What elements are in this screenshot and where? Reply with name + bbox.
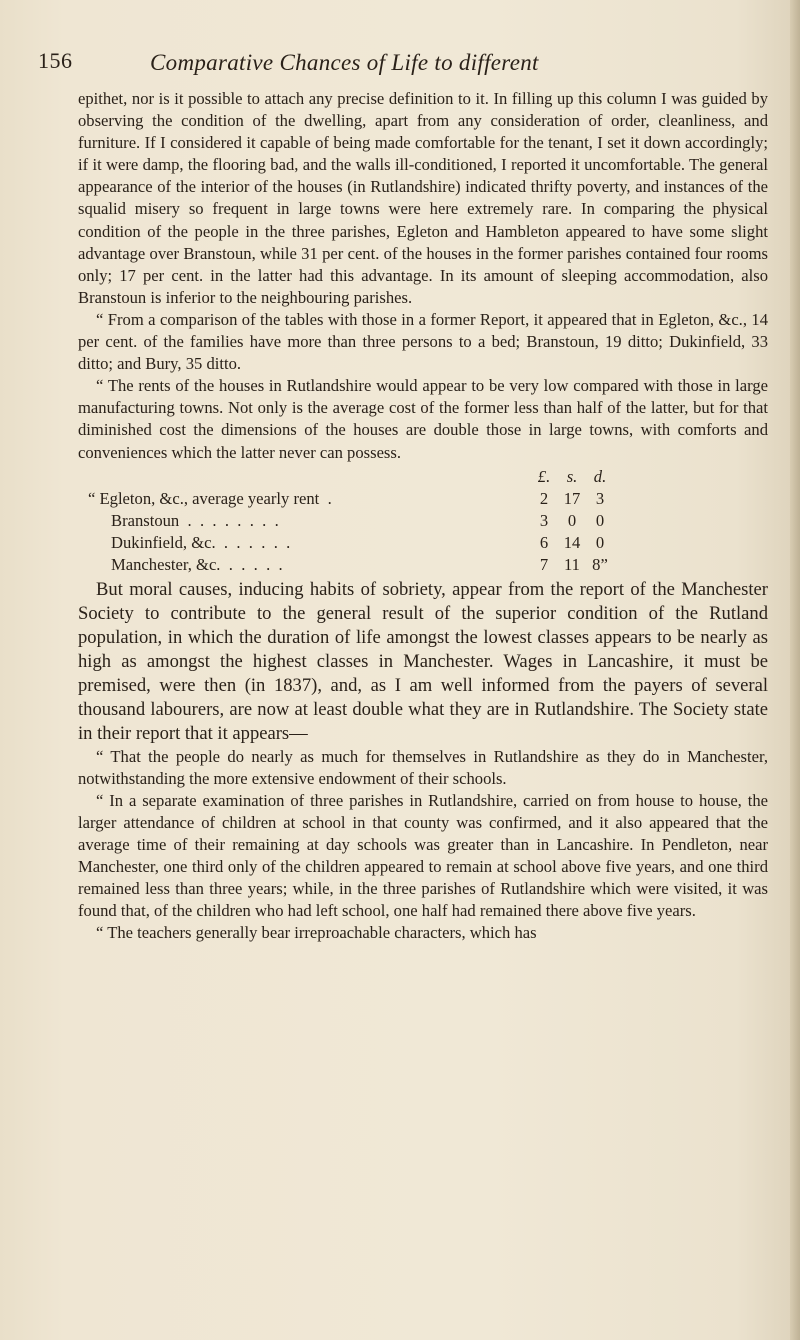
row-pounds: 7 [539,554,549,574]
row-shillings: 17 [563,488,581,508]
row-place: “ Egleton, &c., average yearly rent . [88,488,332,508]
row-pence: 8” [592,554,608,574]
paragraph: “ The rents of the houses in Rutlandshire would appear to be very low compared with those in large manufacturing towns. Not only is the average cost of the former less than half of the latter, but for that diminished cost the dimensions of the houses are double those in large towns, with comforts and conveniences which the latter never can possess. [78,376,768,462]
rent-table-header [78,466,768,488]
rent-table-row [78,510,768,532]
running-head: Comparative Chances of Life to different [150,50,539,75]
rent-table-row [78,554,768,576]
row-place: Branstoun . . . . . . . . [111,510,279,530]
header-shillings: s. [566,466,578,486]
row-shillings: 14 [563,532,581,552]
row-pence: 0 [595,510,605,530]
rent-table-row [78,532,768,554]
rent-table [78,466,768,576]
header-pence: d. [593,466,607,486]
body-text [78,88,768,944]
row-pence: 0 [595,532,605,552]
paragraph: “ That the people do nearly as much for themselves in Rutlandshire as they do in Manchester, notwithstanding the more extensive endowment of their schools. [78,746,768,788]
paragraph: “ From a comparison of the tables with those in a former Report, it appeared that in Egleton, &c., 14 per cent. of the families have more than three persons to a bed; Branstoun, 19 ditto; Dukinfield, 33 ditto; and Bury, 35 ditto. [78,309,768,374]
paragraph: epithet, nor is it possible to attach any precise definition to it. In filling up this column I was guided by observing the condition of the dwelling, apart from any consideration of order, cleanliness, and furniture. If I considered it capable of being made comfortable for the tenant, I set it down accordingly; if it were damp, the flooring bad, and the walls ill-conditioned, I reported it uncomfortable. The general appearance of the interior of the houses (in Rutlandshire) indicated thrifty poverty, and instances of the squalid misery so frequent in large towns were here extremely rare. In comparing the physical condition of the people in the three parishes, Egleton and Hambleton appeared to have some slight advantage over Branstoun, while 31 per cent. of the houses in the former parishes contained four rooms only; 17 per cent. in the latter had this advantage. In its amount of sleeping accommodation, also Branstoun is inferior to the neighbouring parishes. [78,89,768,307]
page-number: 156 [38,48,73,73]
row-place: Dukinfield, &c. . . . . . . [111,532,291,552]
row-pounds: 2 [539,488,549,508]
rent-table-row [78,488,768,510]
row-place: Manchester, &c. . . . . . [111,554,283,574]
row-pence: 3 [595,488,605,508]
row-pounds: 6 [539,532,549,552]
row-pounds: 3 [539,510,549,530]
row-shillings: 0 [567,510,577,530]
page-edge [790,0,800,1340]
row-shillings: 11 [564,554,580,574]
paragraph: “ The teachers generally bear irreproachable characters, which has [96,923,537,943]
paragraph: “ In a separate examination of three parishes in Rutlandshire, carried on from house to house, the larger attendance of children at school in that county was confirmed, and it also appeared that the average time of their remaining at day schools was greater than in Lancashire. In Pendleton, near Manchester, one third only of the children appeared to remain at school above five years, and one third remained less than three years; while, in the three parishes of Rutlandshire which were visited, it was found that, of the children who had left school, one half had remained there above five years. [78,790,768,921]
page-header [38,48,758,82]
paragraph: But moral causes, inducing habits of sobriety, appear from the report of the Manchester Society to contribute to the general result of the superior condition of the Rutland population, in which the duration of life amongst the lowest classes appears to be nearly as high as amongst the highest classes in Manchester. Wages in Lancashire, it must be premised, were then (in 1837), and, as I am well informed from the payers of several thousand labourers, are now at least double what they are in Rutlandshire. The Society state in their report that it appears— [78,578,768,744]
header-pounds: £. [537,466,551,486]
